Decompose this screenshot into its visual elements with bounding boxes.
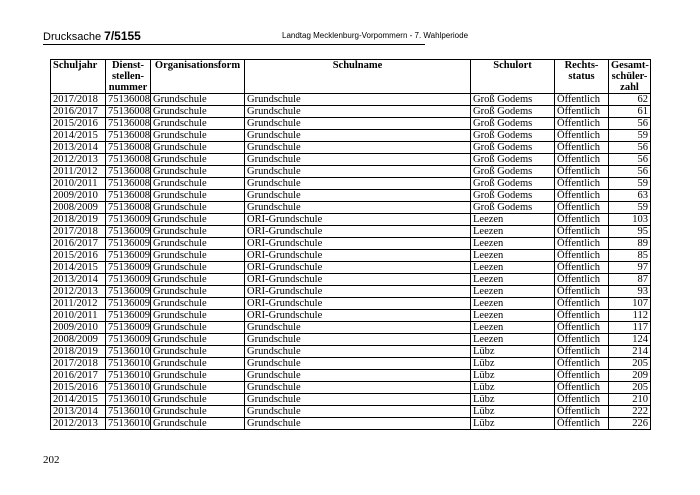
cell-organisationsform: Grundschule: [151, 262, 245, 274]
table-row: [51, 274, 651, 286]
cell-schulname: Grundschule: [245, 106, 471, 118]
table-row: [51, 130, 651, 142]
school-table: [50, 59, 651, 430]
cell-organisationsform: Grundschule: [151, 178, 245, 190]
cell-schuljahr: 2016/2017: [51, 106, 106, 118]
cell-schulname: ORI-Grundschule: [245, 298, 471, 310]
cell-schulname: Grundschule: [245, 406, 471, 418]
cell-organisationsform: Grundschule: [151, 394, 245, 406]
cell-schulort: Leezen: [471, 238, 555, 250]
table-row: [51, 334, 651, 346]
cell-rechtsstatus: Öffentlich: [555, 382, 609, 394]
col-header-line: nummer: [108, 82, 148, 93]
cell-organisationsform: Grundschule: [151, 94, 245, 106]
table-row: [51, 370, 651, 382]
cell-rechtsstatus: Öffentlich: [555, 358, 609, 370]
cell-dienststellennummer: 75136008: [106, 154, 151, 166]
cell-schuljahr: 2017/2018: [51, 358, 106, 370]
table-row: [51, 178, 651, 190]
cell-schuelerzahl: 107: [609, 298, 651, 310]
col-header-line: Schulort: [493, 60, 532, 71]
cell-organisationsform: Grundschule: [151, 166, 245, 178]
cell-rechtsstatus: Öffentlich: [555, 394, 609, 406]
cell-schuelerzahl: 103: [609, 214, 651, 226]
col-header-line: zahl: [620, 82, 639, 93]
cell-organisationsform: Grundschule: [151, 334, 245, 346]
table-row: [51, 298, 651, 310]
cell-schulname: Grundschule: [245, 190, 471, 202]
cell-schulort: Lübz: [471, 370, 555, 382]
cell-dienststellennummer: 75136010: [106, 406, 151, 418]
cell-dienststellennummer: 75136009: [106, 286, 151, 298]
cell-schulname: Grundschule: [245, 418, 471, 430]
cell-organisationsform: Grundschule: [151, 418, 245, 430]
cell-organisationsform: Grundschule: [151, 298, 245, 310]
cell-schuljahr: 2012/2013: [51, 418, 106, 430]
parliament-header: Landtag Mecklenburg-Vorpommern - 7. Wahlperiode: [282, 31, 469, 40]
cell-schuelerzahl: 214: [609, 346, 651, 358]
cell-schulname: Grundschule: [245, 142, 471, 154]
cell-dienststellennummer: 75136008: [106, 130, 151, 142]
cell-organisationsform: Grundschule: [151, 358, 245, 370]
cell-schuelerzahl: 117: [609, 322, 651, 334]
cell-schulname: ORI-Grundschule: [245, 214, 471, 226]
cell-dienststellennummer: 75136010: [106, 382, 151, 394]
cell-organisationsform: Grundschule: [151, 214, 245, 226]
cell-schuelerzahl: 112: [609, 310, 651, 322]
cell-dienststellennummer: 75136010: [106, 346, 151, 358]
table-row: [51, 406, 651, 418]
cell-schulname: Grundschule: [245, 322, 471, 334]
cell-schuljahr: 2014/2015: [51, 130, 106, 142]
cell-schuljahr: 2015/2016: [51, 382, 106, 394]
cell-dienststellennummer: 75136008: [106, 142, 151, 154]
col-header-line: Rechts-: [564, 60, 599, 71]
cell-schulname: Grundschule: [245, 202, 471, 214]
col-header-line: Schulname: [332, 60, 383, 71]
cell-schulort: Groß Godems: [471, 94, 555, 106]
cell-rechtsstatus: Öffentlich: [555, 190, 609, 202]
cell-organisationsform: Grundschule: [151, 274, 245, 286]
cell-schuelerzahl: 59: [609, 178, 651, 190]
cell-rechtsstatus: Öffentlich: [555, 142, 609, 154]
page-number: 202: [43, 454, 60, 466]
cell-schulort: Groß Godems: [471, 154, 555, 166]
cell-schuelerzahl: 205: [609, 358, 651, 370]
col-header-line: Dienst-: [111, 60, 145, 71]
cell-organisationsform: Grundschule: [151, 106, 245, 118]
cell-dienststellennummer: 75136010: [106, 394, 151, 406]
cell-dienststellennummer: 75136008: [106, 118, 151, 130]
cell-schuljahr: 2015/2016: [51, 118, 106, 130]
cell-schuljahr: 2012/2013: [51, 154, 106, 166]
cell-organisationsform: Grundschule: [151, 142, 245, 154]
cell-schulort: Lübz: [471, 358, 555, 370]
cell-dienststellennummer: 75136008: [106, 94, 151, 106]
document-number-prefix: Drucksache: [43, 31, 105, 43]
cell-schuelerzahl: 56: [609, 118, 651, 130]
cell-schulname: ORI-Grundschule: [245, 262, 471, 274]
cell-dienststellennummer: 75136010: [106, 370, 151, 382]
cell-schuljahr: 2011/2012: [51, 298, 106, 310]
cell-dienststellennummer: 75136009: [106, 226, 151, 238]
cell-schulname: ORI-Grundschule: [245, 238, 471, 250]
cell-dienststellennummer: 75136009: [106, 250, 151, 262]
cell-rechtsstatus: Öffentlich: [555, 202, 609, 214]
cell-dienststellennummer: 75136008: [106, 166, 151, 178]
cell-rechtsstatus: Öffentlich: [555, 106, 609, 118]
col-header-organisationsform: [151, 60, 245, 94]
cell-schulname: Grundschule: [245, 154, 471, 166]
cell-schulort: Leezen: [471, 250, 555, 262]
cell-rechtsstatus: Öffentlich: [555, 406, 609, 418]
col-header-schulname: [245, 60, 471, 94]
col-header-line: Schuljahr: [53, 60, 98, 71]
cell-schuelerzahl: 63: [609, 190, 651, 202]
cell-dienststellennummer: 75136008: [106, 106, 151, 118]
cell-dienststellennummer: 75136009: [106, 334, 151, 346]
cell-organisationsform: Grundschule: [151, 202, 245, 214]
table-row: [51, 154, 651, 166]
cell-rechtsstatus: Öffentlich: [555, 346, 609, 358]
table-row: [51, 418, 651, 430]
cell-schuljahr: 2014/2015: [51, 394, 106, 406]
document-number-value: 7/5155: [104, 29, 141, 43]
cell-schulname: Grundschule: [245, 358, 471, 370]
cell-schulort: Lübz: [471, 406, 555, 418]
cell-dienststellennummer: 75136008: [106, 190, 151, 202]
cell-rechtsstatus: Öffentlich: [555, 334, 609, 346]
cell-organisationsform: Grundschule: [151, 118, 245, 130]
cell-organisationsform: Grundschule: [151, 346, 245, 358]
cell-schulort: Leezen: [471, 262, 555, 274]
cell-schulname: Grundschule: [245, 370, 471, 382]
table-row: [51, 238, 651, 250]
cell-rechtsstatus: Öffentlich: [555, 286, 609, 298]
cell-organisationsform: Grundschule: [151, 130, 245, 142]
cell-organisationsform: Grundschule: [151, 190, 245, 202]
table-row: [51, 394, 651, 406]
cell-schulort: Lübz: [471, 382, 555, 394]
cell-schuljahr: 2016/2017: [51, 370, 106, 382]
cell-schulname: ORI-Grundschule: [245, 226, 471, 238]
cell-schuljahr: 2010/2011: [51, 310, 106, 322]
col-header-line: schüler-: [611, 71, 648, 82]
cell-dienststellennummer: 75136009: [106, 322, 151, 334]
cell-dienststellennummer: 75136009: [106, 238, 151, 250]
cell-schuelerzahl: 56: [609, 154, 651, 166]
table-row: [51, 190, 651, 202]
cell-schulort: Lübz: [471, 418, 555, 430]
cell-dienststellennummer: 75136010: [106, 418, 151, 430]
cell-schuelerzahl: 59: [609, 130, 651, 142]
cell-schulort: Leezen: [471, 226, 555, 238]
cell-dienststellennummer: 75136009: [106, 262, 151, 274]
cell-schulort: Groß Godems: [471, 190, 555, 202]
cell-schulort: Lübz: [471, 346, 555, 358]
cell-rechtsstatus: Öffentlich: [555, 238, 609, 250]
cell-schuelerzahl: 85: [609, 250, 651, 262]
table-header-row: [51, 60, 651, 94]
cell-schulort: Groß Godems: [471, 166, 555, 178]
cell-schulname: ORI-Grundschule: [245, 274, 471, 286]
col-header-line: Organisationsform: [154, 60, 241, 71]
table-row: [51, 118, 651, 130]
cell-organisationsform: Grundschule: [151, 382, 245, 394]
table-row: [51, 214, 651, 226]
cell-schuelerzahl: 222: [609, 406, 651, 418]
cell-schuelerzahl: 210: [609, 394, 651, 406]
cell-schulort: Leezen: [471, 322, 555, 334]
table-row: [51, 322, 651, 334]
col-header-dienststellennummer: [106, 60, 151, 94]
cell-schuljahr: 2012/2013: [51, 286, 106, 298]
cell-schuljahr: 2008/2009: [51, 202, 106, 214]
table-row: [51, 142, 651, 154]
col-header-schulort: [471, 60, 555, 94]
cell-organisationsform: Grundschule: [151, 310, 245, 322]
cell-rechtsstatus: Öffentlich: [555, 262, 609, 274]
table-row: [51, 166, 651, 178]
col-header-schuljahr: [51, 60, 106, 94]
cell-rechtsstatus: Öffentlich: [555, 166, 609, 178]
table-row: [51, 226, 651, 238]
table-row: [51, 382, 651, 394]
cell-rechtsstatus: Öffentlich: [555, 130, 609, 142]
cell-organisationsform: Grundschule: [151, 238, 245, 250]
cell-schuelerzahl: 226: [609, 418, 651, 430]
cell-schuljahr: 2016/2017: [51, 238, 106, 250]
cell-organisationsform: Grundschule: [151, 406, 245, 418]
table-row: [51, 250, 651, 262]
cell-schulname: ORI-Grundschule: [245, 286, 471, 298]
cell-rechtsstatus: Öffentlich: [555, 298, 609, 310]
cell-schuljahr: 2009/2010: [51, 190, 106, 202]
cell-rechtsstatus: Öffentlich: [555, 322, 609, 334]
cell-schulort: Groß Godems: [471, 202, 555, 214]
cell-schuelerzahl: 205: [609, 382, 651, 394]
cell-rechtsstatus: Öffentlich: [555, 226, 609, 238]
cell-schulort: Leezen: [471, 334, 555, 346]
cell-rechtsstatus: Öffentlich: [555, 418, 609, 430]
cell-schulname: ORI-Grundschule: [245, 310, 471, 322]
cell-schuelerzahl: 95: [609, 226, 651, 238]
table-row: [51, 262, 651, 274]
cell-schulname: Grundschule: [245, 346, 471, 358]
cell-schulort: Groß Godems: [471, 118, 555, 130]
cell-rechtsstatus: Öffentlich: [555, 274, 609, 286]
document-number: [43, 29, 141, 43]
cell-rechtsstatus: Öffentlich: [555, 214, 609, 226]
cell-schuljahr: 2018/2019: [51, 346, 106, 358]
cell-schuljahr: 2013/2014: [51, 274, 106, 286]
col-header-rechtsstatus: [555, 60, 609, 94]
cell-schulname: Grundschule: [245, 166, 471, 178]
cell-schuljahr: 2008/2009: [51, 334, 106, 346]
cell-dienststellennummer: 75136010: [106, 358, 151, 370]
cell-rechtsstatus: Öffentlich: [555, 178, 609, 190]
cell-schuelerzahl: 93: [609, 286, 651, 298]
cell-rechtsstatus: Öffentlich: [555, 370, 609, 382]
cell-rechtsstatus: Öffentlich: [555, 310, 609, 322]
cell-rechtsstatus: Öffentlich: [555, 250, 609, 262]
cell-dienststellennummer: 75136008: [106, 202, 151, 214]
cell-schuljahr: 2017/2018: [51, 94, 106, 106]
cell-schulname: ORI-Grundschule: [245, 250, 471, 262]
cell-schuljahr: 2017/2018: [51, 226, 106, 238]
cell-schuelerzahl: 97: [609, 262, 651, 274]
table-row: [51, 310, 651, 322]
cell-rechtsstatus: Öffentlich: [555, 94, 609, 106]
cell-schulort: Groß Godems: [471, 142, 555, 154]
cell-schulort: Leezen: [471, 286, 555, 298]
cell-schuelerzahl: 89: [609, 238, 651, 250]
cell-dienststellennummer: 75136008: [106, 178, 151, 190]
cell-schuelerzahl: 56: [609, 166, 651, 178]
col-header-line: status: [568, 71, 595, 82]
cell-dienststellennummer: 75136009: [106, 274, 151, 286]
cell-schuelerzahl: 62: [609, 94, 651, 106]
cell-organisationsform: Grundschule: [151, 370, 245, 382]
cell-organisationsform: Grundschule: [151, 226, 245, 238]
table-row: [51, 94, 651, 106]
cell-rechtsstatus: Öffentlich: [555, 118, 609, 130]
cell-schulname: Grundschule: [245, 178, 471, 190]
cell-dienststellennummer: 75136009: [106, 214, 151, 226]
cell-schulname: Grundschule: [245, 94, 471, 106]
cell-schuljahr: 2011/2012: [51, 166, 106, 178]
cell-schulort: Groß Godems: [471, 130, 555, 142]
cell-schuljahr: 2014/2015: [51, 262, 106, 274]
cell-schuljahr: 2009/2010: [51, 322, 106, 334]
cell-schulort: Leezen: [471, 310, 555, 322]
cell-schulort: Leezen: [471, 274, 555, 286]
table-row: [51, 286, 651, 298]
cell-schulort: Leezen: [471, 298, 555, 310]
cell-schuelerzahl: 61: [609, 106, 651, 118]
table-row: [51, 346, 651, 358]
col-header-line: Gesamt-: [611, 60, 649, 71]
col-header-gesamtschuelerzahl: [609, 60, 651, 94]
cell-schulname: Grundschule: [245, 118, 471, 130]
cell-schulname: Grundschule: [245, 130, 471, 142]
cell-dienststellennummer: 75136009: [106, 298, 151, 310]
cell-schuelerzahl: 124: [609, 334, 651, 346]
header-rule: [43, 44, 425, 45]
cell-dienststellennummer: 75136009: [106, 310, 151, 322]
cell-organisationsform: Grundschule: [151, 154, 245, 166]
cell-schulname: Grundschule: [245, 382, 471, 394]
cell-schulort: Lübz: [471, 394, 555, 406]
cell-organisationsform: Grundschule: [151, 286, 245, 298]
cell-schuljahr: 2013/2014: [51, 142, 106, 154]
cell-rechtsstatus: Öffentlich: [555, 154, 609, 166]
cell-schulort: Leezen: [471, 214, 555, 226]
col-header-line: stellen-: [111, 71, 145, 82]
cell-schuelerzahl: 56: [609, 142, 651, 154]
table-row: [51, 202, 651, 214]
cell-schulname: Grundschule: [245, 394, 471, 406]
cell-schuelerzahl: 209: [609, 370, 651, 382]
cell-schuljahr: 2010/2011: [51, 178, 106, 190]
cell-schuelerzahl: 59: [609, 202, 651, 214]
cell-schulort: Groß Godems: [471, 178, 555, 190]
table-row: [51, 358, 651, 370]
table-body: [51, 94, 651, 430]
cell-schulname: Grundschule: [245, 334, 471, 346]
cell-schuljahr: 2015/2016: [51, 250, 106, 262]
cell-organisationsform: Grundschule: [151, 250, 245, 262]
cell-schuljahr: 2018/2019: [51, 214, 106, 226]
table-row: [51, 106, 651, 118]
cell-schuljahr: 2013/2014: [51, 406, 106, 418]
cell-organisationsform: Grundschule: [151, 322, 245, 334]
cell-schulort: Groß Godems: [471, 106, 555, 118]
cell-schuelerzahl: 87: [609, 274, 651, 286]
